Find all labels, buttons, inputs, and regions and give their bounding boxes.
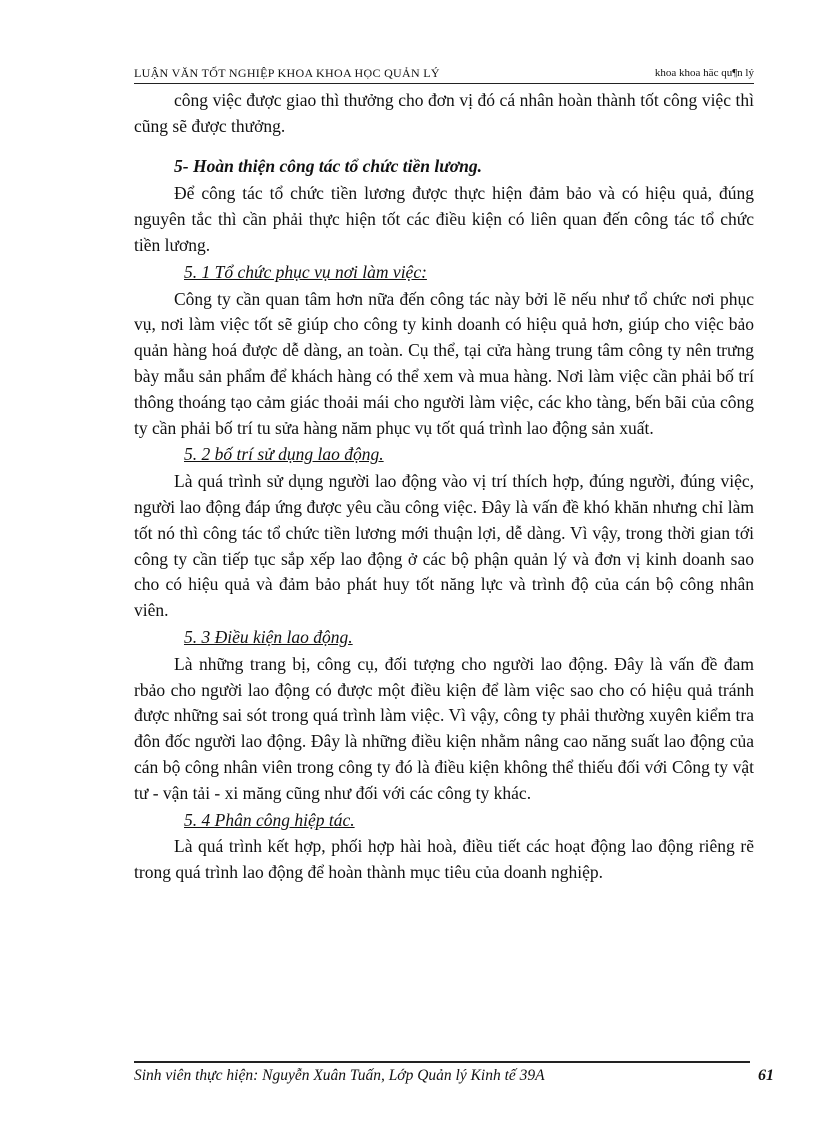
subsection-1-paragraph: Công ty cần quan tâm hơn nữa đến công tác này bởi lẽ nếu như tổ chức nơi phục vụ, nơi làm việc tốt sẽ giúp cho công ty kinh doanh có hiệu quả hơn, giúp cho việc bảo quản hàng hoá được dễ dàng, an toàn. Cụ thể, tại cửa hàng trung tâm công ty nên trưng bày mẫu sản phẩm để khách hàng có thể xem và mua hàng. Nơi làm việc cần phải bố trí thông thoáng tạo cảm giác thoải mái cho người làm việc, các kho tàng, bến bãi của công ty cần phải bố trí tu sửa hàng năm phục vụ tốt quá trình lao động sản xuất. <box>134 288 754 438</box>
intro-continuation-paragraph: công việc được giao thì thưởng cho đơn vị đó cá nhân hoàn thành tốt công việc thì cũng sẽ được thưởng. <box>134 90 754 136</box>
page-header <box>134 66 754 82</box>
subsection-2-heading: 5. 2 bố trí sử dụng lao động. <box>184 444 384 465</box>
section-heading: 5- Hoàn thiện công tác tổ chức tiền lương. <box>174 155 482 176</box>
page-footer <box>134 1067 774 1089</box>
section-intro-paragraph: Để công tác tổ chức tiền lương được thực hiện đảm bảo và có hiệu quả, đúng nguyên tắc thì cần phải thực hiện tốt các điều kiện có liên quan đến công tác tổ chức tiền lương. <box>134 183 754 255</box>
footer-divider <box>134 1061 750 1063</box>
subsection-4-paragraph: Là quá trình kết hợp, phối hợp hài hoà, điều tiết các hoạt động lao động riêng rẽ trong quá trình lao động để hoàn thành mục tiêu của doanh nghiệp. <box>134 836 754 883</box>
subsection-4-heading: 5. 4 Phân công hiệp tác. <box>184 809 355 830</box>
document-body <box>134 88 754 886</box>
subsection-3-heading: 5. 3 Điều kiện lao động. <box>184 626 353 647</box>
footer-author-line: Sinh viên thực hiện: Nguyễn Xuân Tuấn, Lớp Quản lý Kinh tế 39A <box>134 1067 545 1084</box>
subsection-1-heading: 5. 1 Tổ chức phục vụ nơi làm việc: <box>184 261 427 282</box>
page-number: 61 <box>758 1067 774 1084</box>
subsection-2-paragraph: Là quá trình sử dụng người lao động vào vị trí thích hợp, đúng người, đúng việc, người lao động đáp ứng được yêu cầu công việc. Đây là vấn đề khó khăn nhưng chỉ làm tốt nó thì công tác tổ chức tiền lương mới thuận lợi, dễ dàng. Vì vậy, trong thời gian tới công ty cần tiếp tục sắp xếp lao động ở các bộ phận quản lý và đơn vị kinh doanh sao cho có hiệu quả và đảm bảo phát huy tốt năng lực và trình độ của cán bộ công nhân viên. <box>134 471 754 621</box>
header-faculty-name: khoa khoa häc qu¶n lý <box>654 67 754 79</box>
header-divider <box>134 83 754 84</box>
header-thesis-title: LUẬN VĂN TỐT NGHIỆP KHOA KHOA HỌC QUẢN LÝ <box>134 66 440 80</box>
subsection-3-paragraph: Là những trang bị, công cụ, đối tượng cho người lao động. Đây là vấn đề đam rbảo cho người lao động có được một điều kiện để làm việc sao cho có hiệu quả tránh được những sai sót trong quá trình làm việc. Vì vậy, công ty phải thường xuyên kiểm tra đôn đốc người lao động. Đây là những điều kiện nhằm nâng cao năng suất lao động của cán bộ công nhân viên trong công ty đó là điều kiện không thể thiếu đối với Công ty vật tư - vận tải - xi măng cũng như đối với các công ty khác. <box>134 653 754 803</box>
